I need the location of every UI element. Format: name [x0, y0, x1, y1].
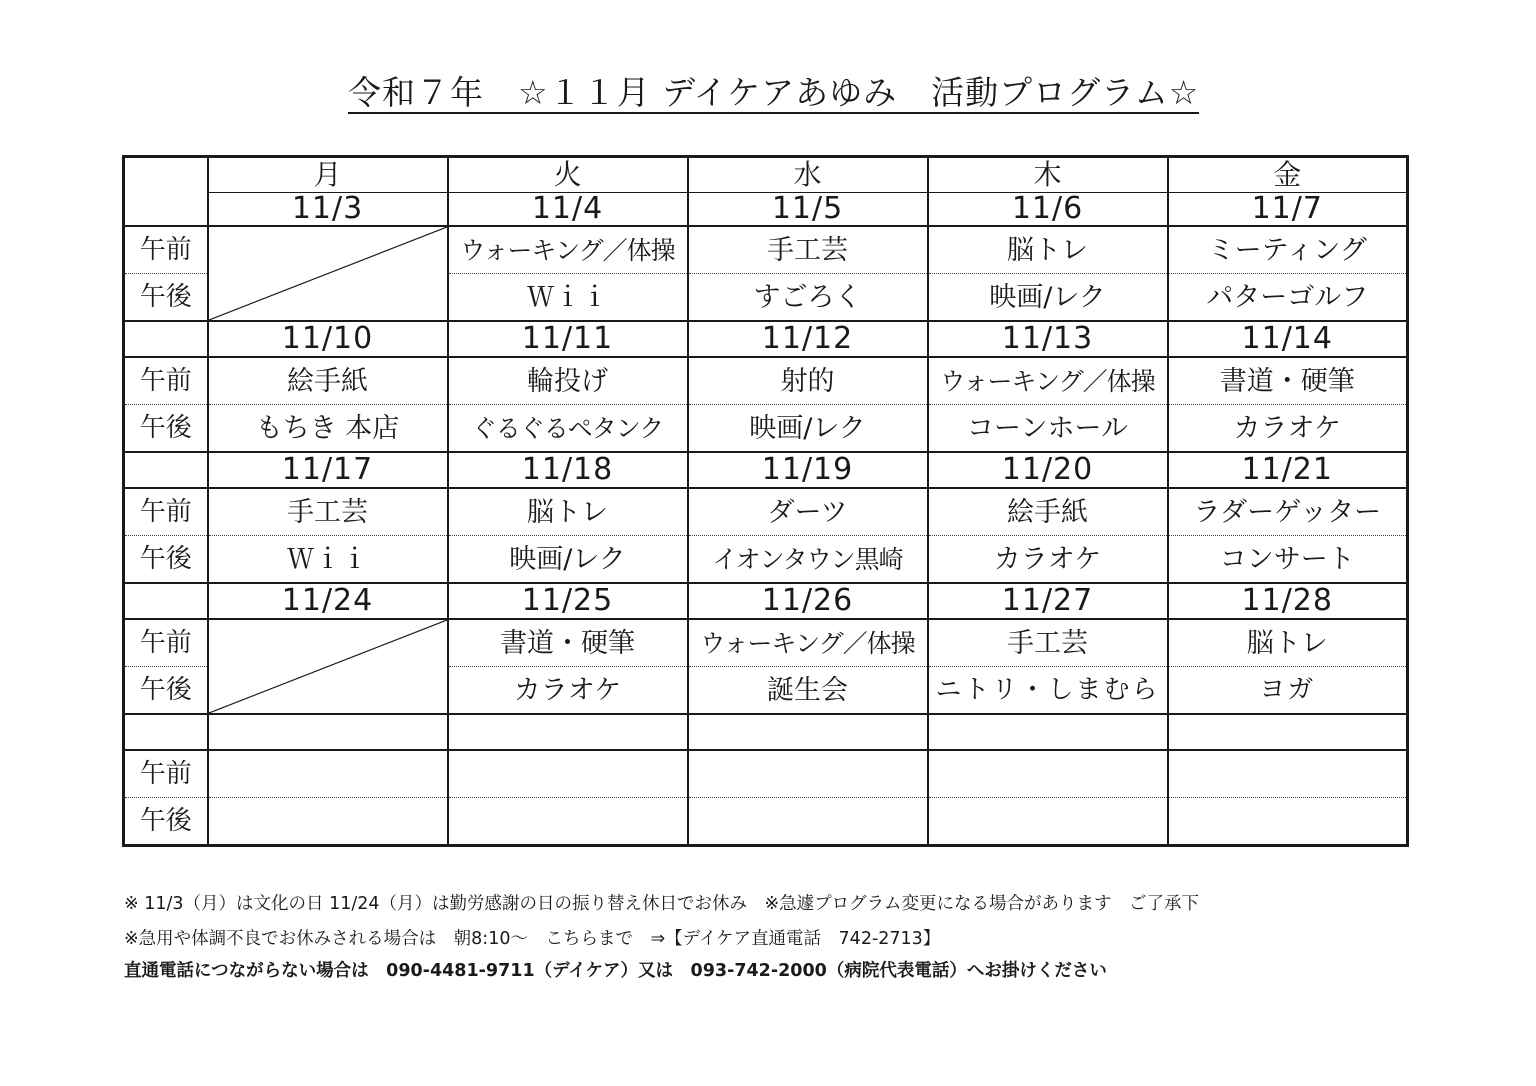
activity-cell: 脳トレ [928, 226, 1168, 274]
holiday-note: ※ 11/3（月）は文化の日 11/24（月）は勤労感謝の日の振り替え休日でお休み ※急遽プログラム変更になる場合があります ご了承下 [124, 894, 1200, 914]
activity-cell: 手工芸 [928, 619, 1168, 667]
date-cell: 11/28 [1168, 583, 1408, 619]
date-row [124, 714, 1408, 750]
activity-cell: 映画/レク [928, 274, 1168, 322]
date-cell: 11/11 [448, 321, 688, 357]
pm-row [124, 536, 1408, 584]
holiday-slash-cell [208, 619, 448, 714]
am-label: 午前 [124, 750, 208, 798]
am-row [124, 226, 1408, 274]
weekday-header: 月 [208, 157, 448, 193]
activity-cell: 誕生会 [688, 667, 928, 715]
activity-cell [448, 798, 688, 846]
activity-cell: ミーティング [1168, 226, 1408, 274]
am-label: 午前 [124, 226, 208, 274]
pm-label: 午後 [124, 405, 208, 453]
date-cell [208, 714, 448, 750]
date-cell [928, 714, 1168, 750]
activity-cell: 映画/レク [448, 536, 688, 584]
activity-cell [688, 798, 928, 846]
date-cell: 11/24 [208, 583, 448, 619]
activity-cell: カラオケ [928, 536, 1168, 584]
date-cell: 11/4 [448, 193, 688, 227]
handwritten-activity-cell: ヨガ [1168, 667, 1408, 715]
activity-cell: 輪投げ [448, 357, 688, 405]
activity-cell: ウォーキング／体操 [448, 226, 688, 274]
am-row [124, 488, 1408, 536]
am-row [124, 750, 1408, 798]
activity-cell: 絵手紙 [208, 357, 448, 405]
activity-cell: ダーツ [688, 488, 928, 536]
activity-cell: すごろく [688, 274, 928, 322]
activity-cell [928, 798, 1168, 846]
am-label: 午前 [124, 357, 208, 405]
activity-cell: ぐるぐるペタンク [448, 405, 688, 453]
activity-cell: ウォーキング／体操 [928, 357, 1168, 405]
activity-cell: 射的 [688, 357, 928, 405]
date-cell: 11/5 [688, 193, 928, 227]
diagonal-slash [209, 620, 447, 713]
date-cell: 11/12 [688, 321, 928, 357]
activity-cell [208, 750, 448, 798]
activity-cell: コンサート [1168, 536, 1408, 584]
am-row [124, 619, 1408, 667]
phone-fallback-note: 直通電話につながらない場合は 090-4481-9711（デイケア）又は 093-742-2000（病院代表電話）へお掛けください [124, 961, 1107, 981]
activity-cell: ウォーキング／体操 [688, 619, 928, 667]
activity-cell [1168, 750, 1408, 798]
holiday-slash-cell [208, 226, 448, 321]
activity-cell: 映画/レク [688, 405, 928, 453]
weekday-header: 金 [1168, 157, 1408, 193]
activity-cell: カラオケ [1168, 405, 1408, 453]
handwritten-activity-cell: ニトリ・しまむら [928, 667, 1168, 715]
activity-cell [928, 750, 1168, 798]
am-label: 午前 [124, 488, 208, 536]
pm-row [124, 405, 1408, 453]
activity-cell: 絵手紙 [928, 488, 1168, 536]
diagonal-slash [209, 227, 447, 320]
date-row [124, 452, 1408, 488]
activity-cell: Ｗｉｉ [208, 536, 448, 584]
weekday-header-row [124, 157, 1408, 193]
date-row [124, 583, 1408, 619]
activity-cell [1168, 798, 1408, 846]
am-row [124, 357, 1408, 405]
activity-cell: 脳トレ [448, 488, 688, 536]
date-cell: 11/13 [928, 321, 1168, 357]
date-cell: 11/6 [928, 193, 1168, 227]
activity-cell [688, 750, 928, 798]
activity-cell: 手工芸 [208, 488, 448, 536]
activity-cell: パターゴルフ [1168, 274, 1408, 322]
activity-cell: ラダーゲッター [1168, 488, 1408, 536]
date-cell: 11/27 [928, 583, 1168, 619]
date-row [124, 321, 1408, 357]
pm-label: 午後 [124, 274, 208, 322]
activity-schedule-table [122, 155, 1409, 847]
date-cell: 11/10 [208, 321, 448, 357]
activity-cell: カラオケ [448, 667, 688, 715]
date-cell: 11/7 [1168, 193, 1408, 227]
am-label: 午前 [124, 619, 208, 667]
date-cell [1168, 714, 1408, 750]
activity-cell: 書道・硬筆 [1168, 357, 1408, 405]
date-row [124, 193, 1408, 227]
absence-contact-note: ※急用や体調不良でお休みされる場合は 朝8:10～ こちらまで ⇒【デイケア直通電話 742-2713】 [124, 929, 941, 949]
pm-label: 午後 [124, 798, 208, 846]
activity-cell [208, 798, 448, 846]
date-label-cell [124, 583, 208, 619]
activity-cell: もちき 本店 [208, 405, 448, 453]
date-cell: 11/14 [1168, 321, 1408, 357]
activity-cell: 書道・硬筆 [448, 619, 688, 667]
weekday-header: 水 [688, 157, 928, 193]
date-cell: 11/19 [688, 452, 928, 488]
activity-cell: 脳トレ [1168, 619, 1408, 667]
date-cell: 11/25 [448, 583, 688, 619]
activity-cell: Ｗｉｉ [448, 274, 688, 322]
date-label-cell [124, 321, 208, 357]
activity-cell: 手工芸 [688, 226, 928, 274]
date-label-cell [124, 714, 208, 750]
activity-cell: イオンタウン黒崎 [688, 536, 928, 584]
date-cell: 11/20 [928, 452, 1168, 488]
date-cell: 11/21 [1168, 452, 1408, 488]
date-label-cell [124, 452, 208, 488]
date-cell: 11/18 [448, 452, 688, 488]
date-cell: 11/3 [208, 193, 448, 227]
activity-cell [448, 750, 688, 798]
date-cell: 11/26 [688, 583, 928, 619]
date-cell [688, 714, 928, 750]
weekday-header: 火 [448, 157, 688, 193]
page-title: 令和７年 ☆１１月 デイケアあゆみ 活動プログラム☆ [348, 73, 1200, 112]
pm-label: 午後 [124, 667, 208, 715]
activity-cell: コーンホール [928, 405, 1168, 453]
weekday-header: 木 [928, 157, 1168, 193]
corner-cell [124, 157, 208, 227]
pm-row [124, 798, 1408, 846]
pm-label: 午後 [124, 536, 208, 584]
date-cell: 11/17 [208, 452, 448, 488]
date-cell [448, 714, 688, 750]
